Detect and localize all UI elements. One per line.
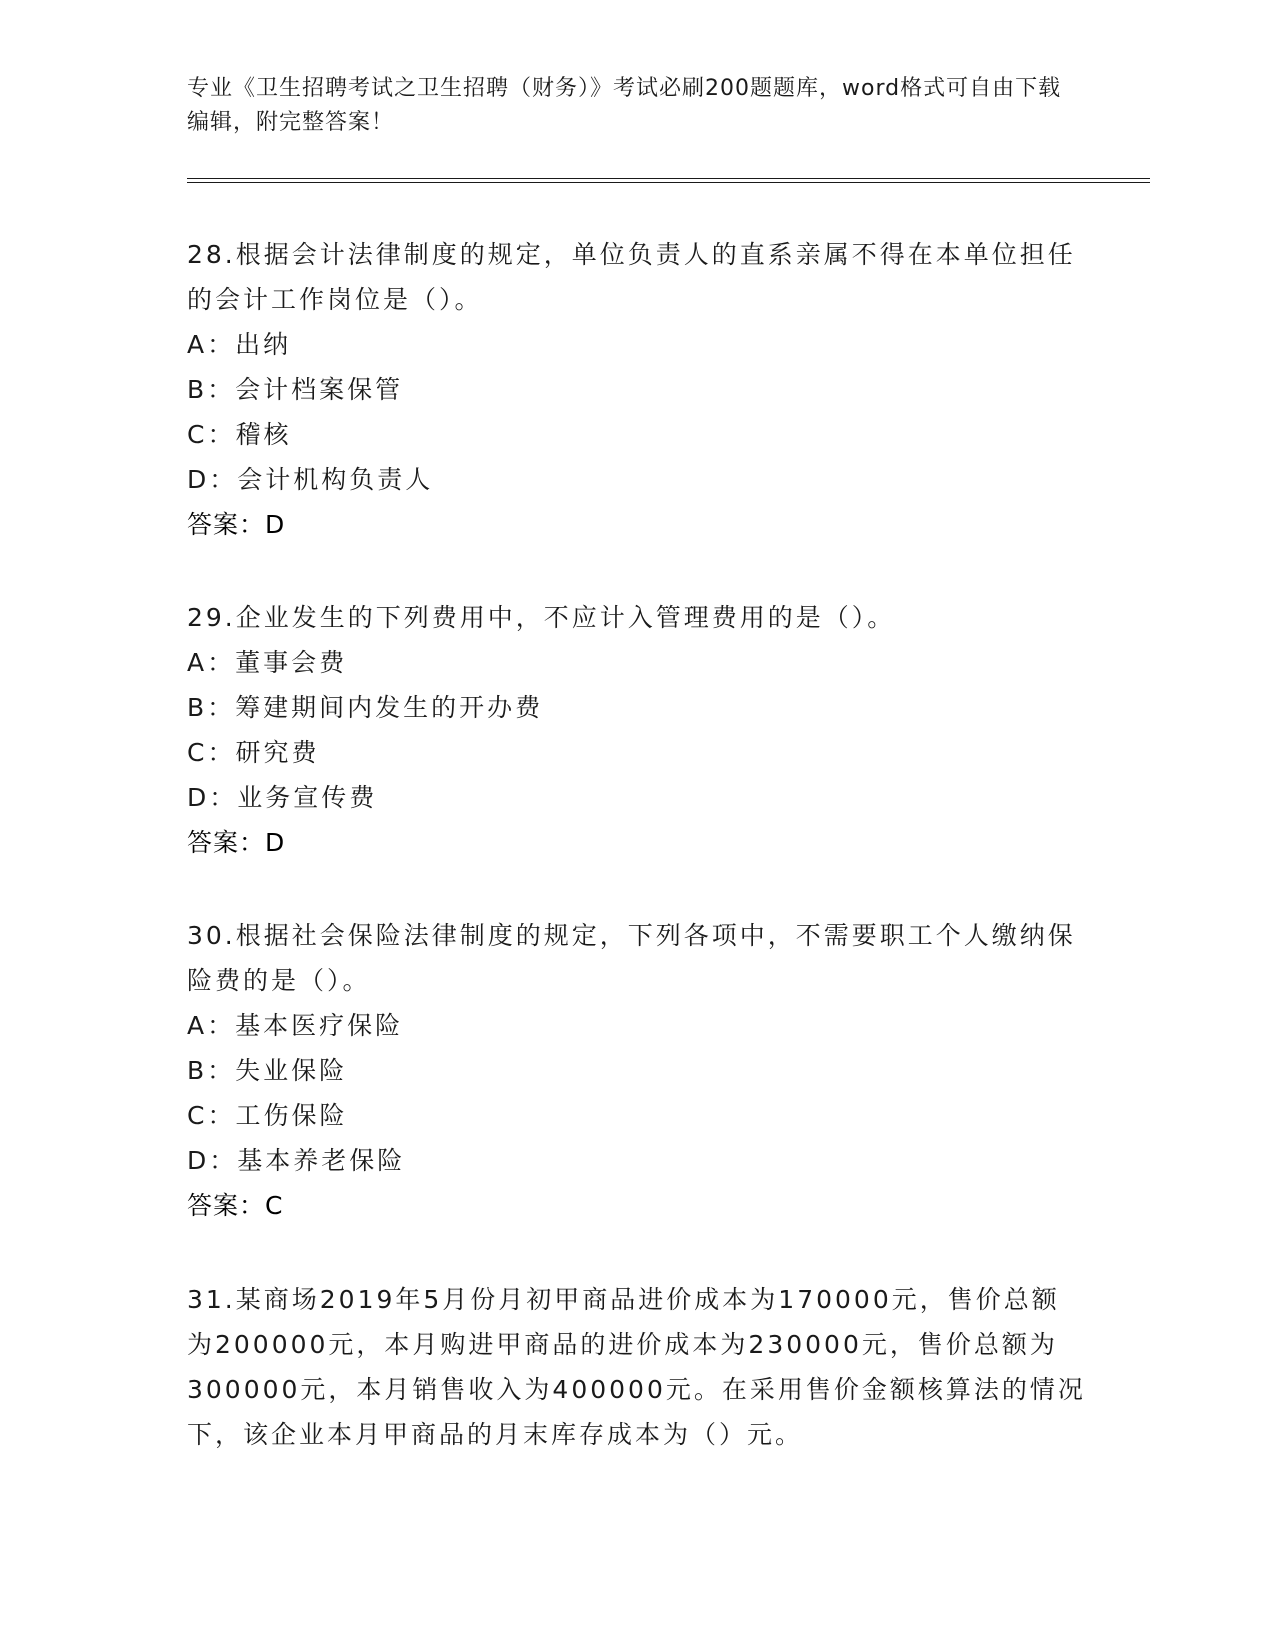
option-c: C：研究费: [187, 738, 320, 767]
option-b: B：筹建期间内发生的开办费: [187, 693, 544, 722]
answer: 答案：D: [187, 510, 286, 539]
option-c: C：工伤保险: [187, 1101, 348, 1130]
question-29: [187, 595, 1087, 865]
answer: 答案：D: [187, 828, 286, 857]
question-text: 28.根据会计法律制度的规定，单位负责人的直系亲属不得在本单位担任的会计工作岗位是（）。: [187, 240, 1076, 314]
option-d: D：业务宣传费: [187, 783, 378, 812]
question-text: 31.某商场2019年5月份月初甲商品进价成本为170000元，售价总额为200000元，本月购进甲商品的进价成本为230000元，售价总额为300000元，本月销售收入为400000元。在采用售价金额核算法的情况下，该企业本月甲商品的月末库存成本为（）元。: [187, 1285, 1086, 1449]
option-b: B：失业保险: [187, 1056, 348, 1085]
header-divider-top: [187, 178, 1150, 179]
option-a: A：董事会费: [187, 648, 348, 677]
question-28: [187, 232, 1087, 547]
document-header: 专业《卫生招聘考试之卫生招聘（财务）》考试必刷200题题库，word格式可自由下载编辑，附完整答案！: [187, 76, 1062, 135]
question-31: [187, 1277, 1087, 1457]
option-b: B：会计档案保管: [187, 375, 404, 404]
question-30: [187, 913, 1087, 1228]
option-d: D：基本养老保险: [187, 1146, 406, 1175]
option-d: D：会计机构负责人: [187, 465, 434, 494]
answer: 答案：C: [187, 1191, 284, 1220]
option-c: C：稽核: [187, 420, 292, 449]
question-text: 30.根据社会保险法律制度的规定，下列各项中，不需要职工个人缴纳保险费的是（）。: [187, 921, 1076, 995]
header-divider-bottom: [187, 182, 1150, 183]
question-text: 29.企业发生的下列费用中，不应计入管理费用的是（）。: [187, 603, 896, 632]
option-a: A：出纳: [187, 330, 292, 359]
option-a: A：基本医疗保险: [187, 1011, 404, 1040]
